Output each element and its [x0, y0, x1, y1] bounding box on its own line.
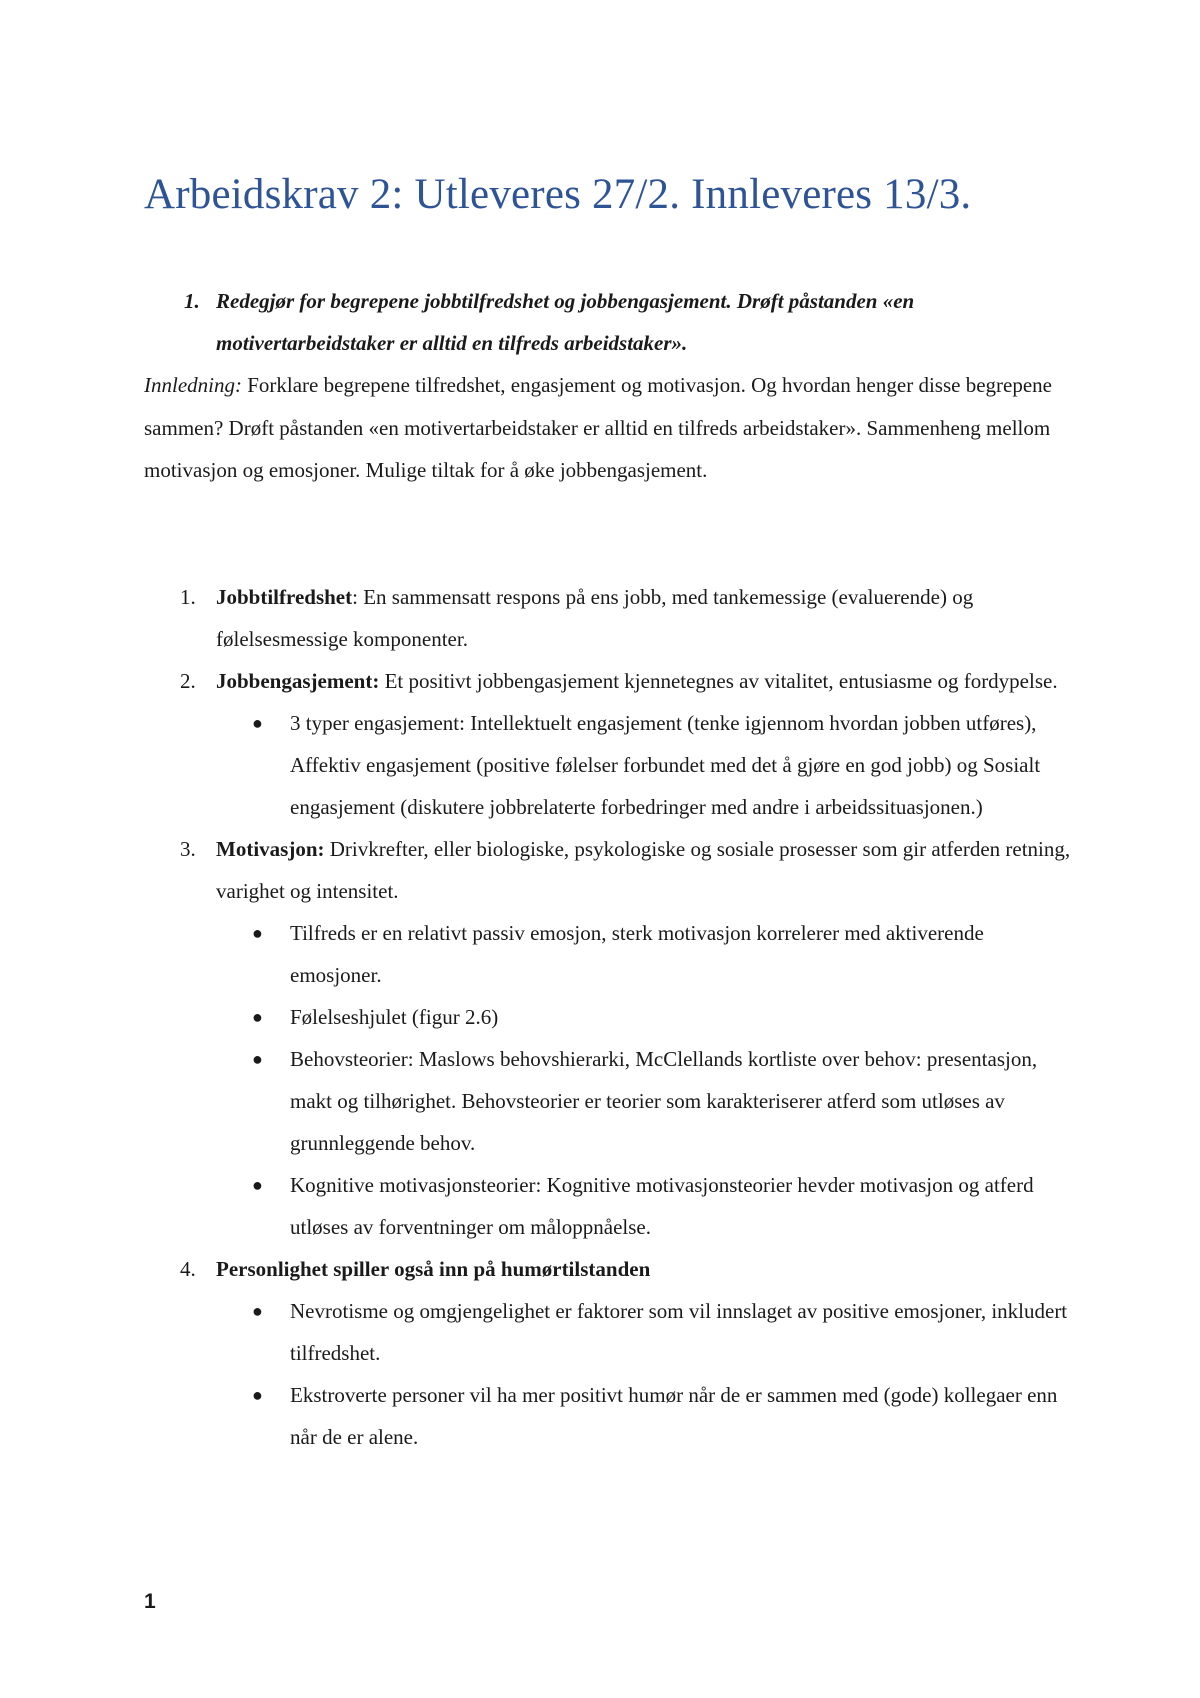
- bullet-text: Følelseshjulet (figur 2.6): [290, 1005, 499, 1029]
- bullet-dot-icon: ●: [252, 1301, 263, 1321]
- list-item-number: 2.: [180, 669, 196, 693]
- intro-lead: Innledning:: [144, 373, 242, 397]
- list-item: [144, 1248, 1074, 1290]
- bullet-dot-icon: ●: [252, 1385, 263, 1405]
- bullet-item: [144, 1038, 1074, 1164]
- list-item-text: Et positivt jobbengasjement kjennetegnes av vitalitet, entusiasme og fordypelse.: [379, 669, 1058, 693]
- list-item-number: 1.: [180, 585, 196, 609]
- bullet-dot-icon: ●: [252, 1175, 263, 1195]
- bullet-text: Ekstroverte personer vil ha mer positivt humør når de er sammen med (gode) kollegaer enn når de er alene.: [290, 1383, 1058, 1449]
- page-number: 1: [144, 1590, 156, 1613]
- bullet-text: Kognitive motivasjonsteorier: Kognitive motivasjonsteorier hevder motivasjon og atferd utløses av forventninger om måloppnåelse.: [290, 1173, 1034, 1239]
- bullet-item: [144, 912, 1074, 996]
- question-line: [144, 280, 1094, 364]
- list-item-term: Jobbtilfredshet: [216, 585, 353, 609]
- bullet-item: [144, 702, 1074, 828]
- bullet-dot-icon: ●: [252, 1007, 263, 1027]
- intro-text: Forklare begrepene tilfredshet, engasjement og motivasjon. Og hvordan henger disse begrepene sammen? Drøft påstanden «en motivertarbeidstaker er alltid en tilfreds arbeidstaker». Sammenheng mellom motivasjon og emosjoner. Mulige tiltak for å øke jobbengasjement.: [144, 373, 1052, 482]
- list-item-text: : En sammensatt respons på ens jobb, med tankemessige (evaluerende) og følelsesmessige komponenter.: [216, 585, 974, 651]
- bullet-item: [144, 1374, 1074, 1458]
- question-text-line1: Redegjør for begrepene jobbtilfredshet og jobbengasjement. Drøft påstanden «en: [216, 289, 915, 313]
- topic-list: [144, 576, 1074, 1458]
- list-item-term: Personlighet spiller også inn på humørtilstanden: [216, 1257, 651, 1281]
- list-item: [144, 576, 1074, 660]
- bullet-text: Tilfreds er en relativt passiv emosjon, sterk motivasjon korrelerer med aktiverende emosjoner.: [290, 921, 984, 987]
- bullet-dot-icon: ●: [252, 713, 263, 733]
- bullet-item: [144, 1290, 1074, 1374]
- bullet-text: 3 typer engasjement: Intellektuelt engasjement (tenke igjennom hvordan jobben utføres), Affektiv engasjement (positive følelser forbundet med det å gjøre en god jobb) og Sosialt engasjement (diskutere jobbrelaterte forbedringer med andre i arbeidssituasjonen.): [290, 711, 1041, 819]
- list-item-number: 4.: [180, 1257, 196, 1281]
- introduction-paragraph: [144, 364, 1064, 492]
- list-item: [144, 828, 1074, 912]
- bullet-text: Nevrotisme og omgjengelighet er faktorer som vil innslaget av positive emosjoner, inkludert tilfredshet.: [290, 1299, 1068, 1365]
- bullet-text: Behovsteorier: Maslows behovshierarki, McClellands kortliste over behov: presentasjon, makt og tilhørighet. Behovsteorier er teorier som karakteriserer atferd som utløses av grunnleggende behov.: [290, 1047, 1038, 1155]
- list-item-term: Jobbengasjement:: [216, 669, 380, 693]
- question-number: 1.: [184, 289, 200, 313]
- list-item-text: Drivkrefter, eller biologiske, psykologiske og sosiale prosesser som gir atferden retning, varighet og intensitet.: [216, 837, 1071, 903]
- assignment-question: [144, 280, 1094, 364]
- bullet-item: [144, 996, 1074, 1038]
- page-title: Arbeidskrav 2: Utleveres 27/2. Innleveres 13/3.: [144, 171, 972, 218]
- list-item: [144, 660, 1074, 702]
- bullet-item: [144, 1164, 1074, 1248]
- list-item-term: Motivasjon:: [216, 837, 325, 861]
- bullet-dot-icon: ●: [252, 1049, 263, 1069]
- bullet-dot-icon: ●: [252, 923, 263, 943]
- question-text-line2: motivertarbeidstaker er alltid en tilfreds arbeidstaker».: [216, 331, 688, 355]
- list-item-number: 3.: [180, 837, 196, 861]
